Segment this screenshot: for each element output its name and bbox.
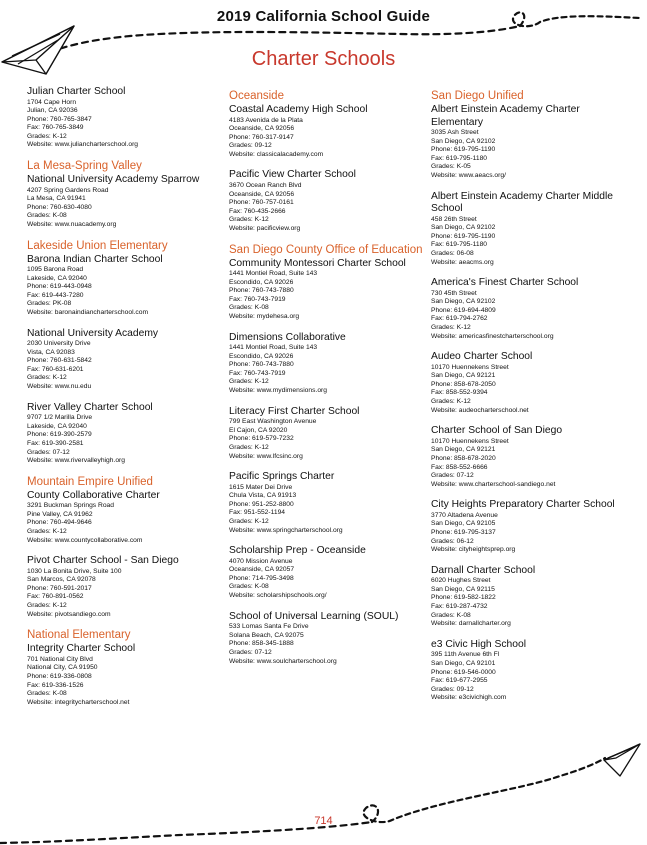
- school-website: Website: www.lfcsinc.org: [229, 452, 303, 460]
- section-title: Charter Schools: [251, 48, 396, 70]
- school-detail-line: 4070 Mission Avenue: [229, 557, 293, 565]
- school-website: Website: e3civichigh.com: [431, 694, 507, 702]
- column-middle: [229, 86, 429, 676]
- school-detail-line: San Marcos, CA 92078: [27, 576, 96, 584]
- school-detail-line: Phone: 760-591-2017: [27, 584, 92, 592]
- school-name: Dimensions Collaborative: [229, 331, 346, 343]
- school-website: Website: baronaindiancharterschool.com: [27, 309, 149, 316]
- school-entry: [431, 565, 631, 629]
- school-name: Integrity Charter School: [27, 643, 136, 655]
- school-detail-line: Phone: 951-252-8800: [229, 500, 294, 508]
- school-detail-line: Grades: K-12: [27, 374, 67, 382]
- school-detail-line: Grades: K-12: [229, 378, 269, 386]
- school-detail-line: Oceanside, CA 92056: [229, 190, 295, 198]
- school-detail-line: Fax: 760-435-2666: [229, 207, 286, 215]
- school-website: Website: mydehesa.org: [229, 313, 300, 320]
- school-name: River Valley Charter School: [27, 401, 153, 413]
- school-detail-line: 1030 La Bonita Drive, Suite 100: [27, 567, 122, 575]
- school-detail-line: El Cajon, CA 92020: [229, 426, 288, 434]
- school-name: Darnall Charter School: [431, 564, 536, 576]
- school-detail-line: Grades: 09-12: [431, 685, 474, 693]
- school-detail-line: Julian, CA 92036: [27, 107, 78, 115]
- school-entry: [229, 258, 429, 322]
- school-detail-line: 3035 Ash Street: [431, 129, 479, 136]
- school-detail-line: Escondido, CA 92026: [229, 278, 294, 286]
- school-detail-line: Oceanside, CA 92056: [229, 125, 295, 133]
- school-detail-line: 1704 Cape Horn: [27, 98, 77, 106]
- school-detail-line: San Diego, CA 92102: [431, 137, 496, 145]
- school-name: County Collaborative Charter: [27, 489, 160, 501]
- school-name: Pacific Springs Charter: [229, 471, 335, 483]
- school-detail-line: Phone: 619-795-3137: [431, 529, 496, 536]
- school-detail-line: Fax: 619-287-4732: [431, 603, 488, 611]
- school-detail-line: Fax: 619-795-1180: [431, 154, 488, 162]
- school-entry: [431, 425, 631, 489]
- school-detail-line: National City, CA 91950: [27, 664, 98, 672]
- school-name: Community Montessori Charter School: [229, 257, 406, 269]
- school-detail-line: 1615 Mater Dei Drive: [229, 483, 293, 491]
- school-detail-line: San Diego, CA 92105: [431, 520, 496, 528]
- school-website: Website: www.mydimensions.org: [229, 387, 327, 395]
- school-website: Website: audeocharterschool.net: [431, 406, 529, 414]
- school-detail-line: Phone: 619-443-0948: [27, 283, 92, 291]
- school-name: City Heights Preparatory Charter School: [431, 499, 615, 511]
- school-detail-line: Fax: 619-677-2955: [431, 677, 488, 685]
- school-detail-line: Phone: 619-546-0000: [431, 668, 496, 676]
- school-detail-line: 10170 Huennekens Street: [431, 363, 509, 371]
- school-detail-line: Grades: K-08: [27, 212, 67, 220]
- school-detail-line: Fax: 760-743-7919: [229, 295, 286, 303]
- school-detail-line: Phone: 619-336-0808: [27, 672, 92, 680]
- school-detail-line: San Diego, CA 92121: [431, 372, 496, 380]
- school-entry: [431, 277, 631, 341]
- school-detail-line: Grades: K-08: [431, 611, 471, 619]
- school-entry: [229, 545, 429, 600]
- school-detail-line: Phone: 858-678-2020: [431, 454, 496, 462]
- school-name: National University Academy Sparrow: [27, 174, 200, 186]
- school-name: Charter School of San Diego: [431, 425, 563, 437]
- dashed-loop-bottom: [364, 758, 605, 822]
- school-detail-line: Phone: 760-757-0161: [229, 199, 294, 207]
- district-heading: La Mesa-Spring Valley: [27, 160, 142, 173]
- school-detail-line: Grades: K-12: [229, 443, 269, 451]
- school-detail-line: San Diego, CA 92102: [431, 224, 496, 232]
- school-detail-line: Lakeside, CA 92040: [27, 422, 87, 430]
- school-detail-line: Chula Vista, CA 91913: [229, 492, 297, 500]
- school-website: Website: scholarshipschools.org/: [229, 592, 327, 600]
- school-name: School of Universal Learning (SOUL): [229, 610, 399, 622]
- school-entry: [27, 555, 227, 619]
- school-detail-line: Fax: 760-765-3849: [27, 124, 84, 132]
- district-heading: National Elementary: [27, 629, 131, 642]
- school-detail-line: Phone: 760-630-4080: [27, 203, 92, 211]
- school-detail-line: Grades: K-12: [431, 398, 471, 406]
- school-detail-line: 458 26th Street: [431, 215, 477, 223]
- school-detail-line: Grades: K-12: [229, 518, 269, 525]
- school-name: Barona Indian Charter School: [27, 253, 163, 265]
- school-website: Website: www.aeacs.org/: [431, 171, 506, 179]
- school-entry: [431, 191, 631, 268]
- school-website: Website: www.nuacademy.org: [27, 220, 117, 228]
- school-detail-line: 533 Lomas Santa Fe Drive: [229, 623, 309, 631]
- school-detail-line: Phone: 619-694-4809: [431, 306, 496, 314]
- school-entry: [431, 351, 631, 415]
- school-website: Website: americasfinestcharterschool.org: [431, 332, 554, 340]
- school-name: America's Finest Charter School: [431, 277, 579, 289]
- school-detail-line: 10170 Huennekens Street: [431, 437, 509, 445]
- school-entry: [27, 86, 227, 150]
- district-heading: San Diego County Office of Education: [229, 243, 423, 256]
- school-detail-line: Grades: K-12: [27, 602, 67, 610]
- school-detail-line: Grades: K-05: [431, 163, 471, 171]
- school-detail-line: Phone: 760-765-3847: [27, 115, 92, 123]
- school-detail-line: San Diego, CA 92121: [431, 446, 496, 454]
- school-detail-line: Phone: 619-582-1822: [431, 594, 496, 602]
- school-website: Website: classicalacademy.com: [229, 150, 324, 158]
- school-detail-line: 9707 1/2 Marilla Drive: [27, 414, 93, 422]
- district-heading: Mountain Empire Unified: [27, 475, 153, 488]
- school-detail-line: Fax: 619-443-7280: [27, 291, 84, 299]
- school-entry: [431, 499, 631, 554]
- document-title: 2019 California School Guide: [216, 8, 431, 25]
- school-website: Website: www.rivervalleyhigh.org: [27, 457, 125, 465]
- school-entry: [229, 471, 429, 535]
- school-website: Website: www.juliancharterschool.org: [27, 141, 139, 149]
- school-detail-line: 3670 Ocean Ranch Blvd: [229, 181, 302, 189]
- school-detail-line: Lakeside, CA 92040: [27, 274, 87, 282]
- school-detail-line: Phone: 760-317-9147: [229, 133, 294, 141]
- school-detail-line: Phone: 760-631-5842: [27, 357, 92, 365]
- school-detail-line: Grades: K-08: [229, 304, 269, 312]
- school-entry: [27, 328, 227, 392]
- school-detail-line: 799 East Washington Avenue: [229, 418, 317, 426]
- school-detail-line: Grades: 07-12: [229, 648, 272, 656]
- school-detail-line: Grades: 07-12: [27, 448, 70, 456]
- school-name: Coastal Academy High School: [229, 104, 368, 115]
- school-entry: [229, 104, 429, 159]
- school-name: Literacy First Charter School: [229, 405, 360, 417]
- school-website: Website: aeacms.org: [431, 258, 494, 266]
- school-website: Website: integritycharterschool.net: [27, 698, 130, 706]
- school-detail-line: Grades: K-12: [27, 528, 67, 535]
- school-entry: [27, 490, 227, 545]
- school-detail-line: Fax: 858-552-6666: [431, 463, 488, 471]
- school-detail-line: San Diego, CA 92115: [431, 585, 495, 593]
- school-entry: [27, 402, 227, 466]
- school-website: Website: www.countycollaborative.com: [27, 536, 143, 544]
- school-name: Pacific View Charter School: [229, 169, 356, 181]
- school-entry: [229, 406, 429, 461]
- school-website: Website: www.soulcharterschool.org: [229, 657, 337, 665]
- school-detail-line: Phone: 760-743-7880: [229, 361, 294, 369]
- school-detail-line: Grades: 07-12: [431, 472, 474, 480]
- school-entry: [27, 174, 227, 229]
- school-detail-line: Grades: K-08: [27, 690, 67, 698]
- school-website: Website: www.charterschool-sandiego.net: [431, 480, 556, 488]
- school-detail-line: Phone: 858-345-1888: [229, 640, 294, 648]
- school-detail-line: Phone: 858-678-2050: [431, 380, 496, 388]
- school-name: Albert Einstein Academy Charter Elementary: [431, 104, 580, 128]
- school-entry: [27, 643, 227, 707]
- school-detail-line: Escondido, CA 92026: [229, 352, 294, 360]
- school-detail-line: Fax: 619-794-2762: [431, 315, 488, 323]
- school-website: Website: www.springcharterschool.org: [229, 526, 343, 534]
- school-detail-line: Grades: 09-12: [229, 142, 272, 150]
- district-heading: Oceanside: [229, 90, 284, 102]
- school-detail-line: Fax: 760-891-0562: [27, 593, 84, 601]
- column-right: [431, 86, 631, 713]
- school-detail-line: Fax: 619-390-2581: [27, 439, 84, 447]
- school-website: Website: pivotsandiego.com: [27, 610, 111, 618]
- school-detail-line: Vista, CA 92083: [27, 348, 75, 356]
- school-website: Website: www.nu.edu: [27, 383, 92, 391]
- school-entry: [229, 332, 429, 396]
- school-detail-line: 4183 Avenida de la Plata: [229, 116, 303, 124]
- school-detail-line: Fax: 858-552-9394: [431, 389, 488, 397]
- school-detail-line: La Mesa, CA 91941: [27, 195, 86, 203]
- school-website: Website: pacificview.org: [229, 224, 301, 232]
- school-detail-line: Grades: K-08: [229, 583, 269, 591]
- school-detail-line: 6020 Hughes Street: [431, 577, 491, 585]
- school-detail-line: Grades: PK-08: [27, 300, 72, 308]
- school-detail-line: Fax: 760-743-7919: [229, 369, 286, 377]
- school-detail-line: Oceanside, CA 92057: [229, 566, 295, 574]
- school-detail-line: 3770 Altadena Avenue: [431, 511, 498, 519]
- school-detail-line: Phone: 619-390-2579: [27, 431, 92, 439]
- district-heading: San Diego Unified: [431, 90, 524, 102]
- school-detail-line: Phone: 619-795-1190: [431, 146, 496, 154]
- school-detail-line: Solana Beach, CA 92075: [229, 631, 304, 639]
- school-name: Audeo Charter School: [431, 351, 533, 363]
- school-detail-line: Grades: 06-12: [431, 537, 474, 545]
- school-website: Website: cityheightsprep.org: [431, 546, 516, 554]
- school-detail-line: 730 45th Street: [431, 289, 477, 297]
- district-heading: Lakeside Union Elementary: [27, 239, 168, 252]
- school-detail-line: Fax: 760-631-6201: [27, 365, 84, 373]
- school-detail-line: San Diego, CA 92102: [431, 298, 496, 306]
- school-detail-line: Phone: 760-743-7880: [229, 287, 294, 295]
- school-detail-line: Grades: 06-08: [431, 249, 474, 257]
- school-detail-line: Phone: 714-795-3498: [229, 574, 294, 582]
- school-entry: [229, 611, 429, 666]
- school-detail-line: Phone: 760-494-9646: [27, 519, 92, 527]
- school-website: Website: darnallcharter.org: [431, 620, 511, 628]
- school-name: e3 Civic High School: [431, 638, 527, 650]
- school-detail-line: 2030 University Drive: [27, 340, 91, 348]
- page-number: 714: [314, 815, 333, 827]
- school-detail-line: Fax: 619-795-1180: [431, 241, 488, 249]
- school-name: Julian Charter School: [27, 86, 126, 97]
- school-detail-line: 1095 Barona Road: [27, 266, 84, 274]
- school-detail-line: Phone: 619-579-7232: [229, 435, 294, 443]
- school-detail-line: Grades: K-12: [229, 216, 269, 224]
- school-detail-line: 4207 Spring Gardens Road: [27, 186, 109, 194]
- school-detail-line: Fax: 951-552-1194: [229, 509, 286, 517]
- school-detail-line: Pine Valley, CA 91962: [27, 510, 93, 518]
- school-entry: [27, 254, 227, 318]
- school-detail-line: 395 11th Avenue 6th Fl: [431, 651, 500, 659]
- school-name: Pivot Charter School - San Diego: [27, 555, 179, 567]
- school-entry: [431, 104, 631, 181]
- school-name: Albert Einstein Academy Charter Middle School: [431, 190, 613, 215]
- school-entry: [431, 639, 631, 703]
- school-name: National University Academy: [27, 327, 159, 339]
- school-entry: [229, 169, 429, 233]
- school-name: Scholarship Prep - Oceanside: [229, 545, 366, 557]
- school-detail-line: 701 National City Blvd: [27, 655, 93, 663]
- school-detail-line: Phone: 619-795-1190: [431, 232, 496, 240]
- paper-airplane-icon: [604, 744, 640, 776]
- school-detail-line: 3291 Buckman Springs Road: [27, 502, 114, 510]
- school-detail-line: Grades: K-12: [431, 324, 471, 331]
- school-detail-line: 1441 Montiel Road, Suite 143: [229, 270, 318, 278]
- school-detail-line: Grades: K-12: [27, 132, 67, 140]
- school-detail-line: Fax: 619-336-1526: [27, 681, 84, 689]
- column-left: [27, 86, 227, 717]
- school-detail-line: 1441 Montiel Road, Suite 143: [229, 344, 318, 352]
- school-detail-line: San Diego, CA 92101: [431, 659, 496, 667]
